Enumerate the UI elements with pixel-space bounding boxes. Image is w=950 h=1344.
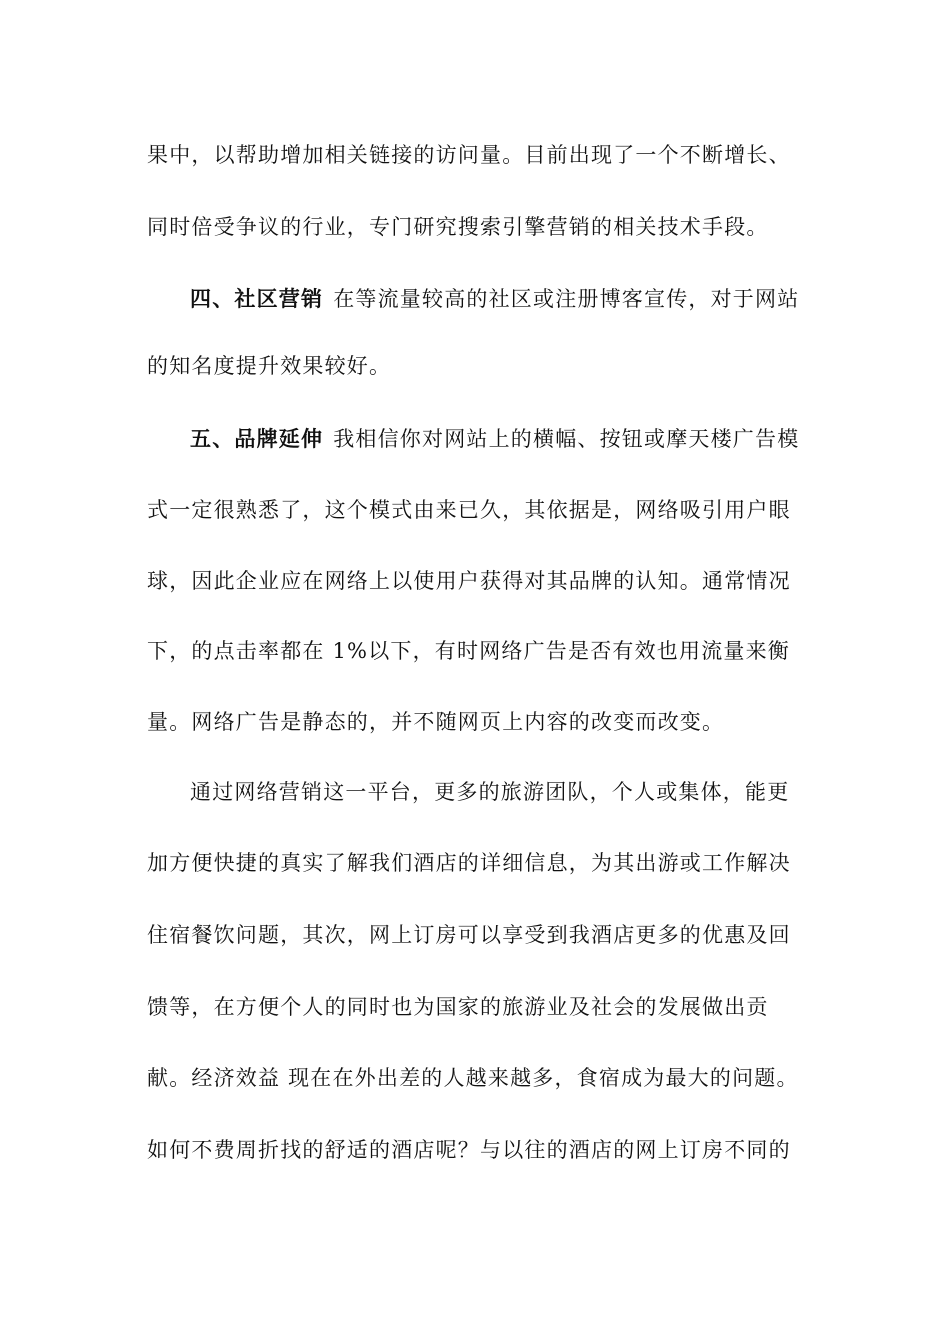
paragraph-line: 献。经济效益 现在在外出差的人越来越多，食宿成为最大的问题。	[147, 1066, 799, 1090]
paragraph-line: 加方便快捷的真实了解我们酒店的详细信息，为其出游或工作解决	[147, 851, 791, 875]
brand-extension-paragraph-line	[190, 425, 850, 453]
community-marketing-paragraph-line	[190, 285, 850, 313]
paragraph-line: 式一定很熟悉了，这个模式由来已久，其依据是，网络吸引用户眼	[147, 498, 791, 522]
paragraph-line: 馈等，在方便个人的同时也为国家的旅游业及社会的发展做出贡	[147, 995, 769, 1019]
paragraph-line: 同时倍受争议的行业，专门研究搜索引擎营销的相关技术手段。	[147, 215, 769, 239]
paragraph-line: 量。网络广告是静态的，并不随网页上内容的改变而改变。	[147, 710, 725, 734]
paragraph-line: 球，因此企业应在网络上以使用户获得对其品牌的认知。通常情况	[147, 569, 791, 593]
community-marketing-text: 在等流量较高的社区或注册博客宣传，对于网站	[333, 287, 800, 311]
paragraph-line: 住宿餐饮问题，其次，网上订房可以享受到我酒店更多的优惠及回	[147, 923, 791, 947]
brand-extension-text: 我相信你对网站上的横幅、按钮或摩天楼广告模	[333, 427, 800, 451]
paragraph-line: 通过网络营销这一平台，更多的旅游团队，个人或集体，能更	[190, 780, 790, 804]
community-marketing-heading: 四、社区营销	[190, 287, 324, 311]
brand-extension-heading: 五、品牌延伸	[190, 427, 324, 451]
paragraph-line: 的知名度提升效果较好。	[147, 354, 392, 378]
paragraph-line: 下，的点击率都在 1%以下，有时网络广告是否有效也用流量来衡	[147, 639, 790, 663]
paragraph-line: 果中，以帮助增加相关链接的访问量。目前出现了一个不断增长、	[147, 143, 791, 167]
paragraph-line: 如何不费周折找的舒适的酒店呢？与以往的酒店的网上订房不同的	[147, 1138, 791, 1162]
